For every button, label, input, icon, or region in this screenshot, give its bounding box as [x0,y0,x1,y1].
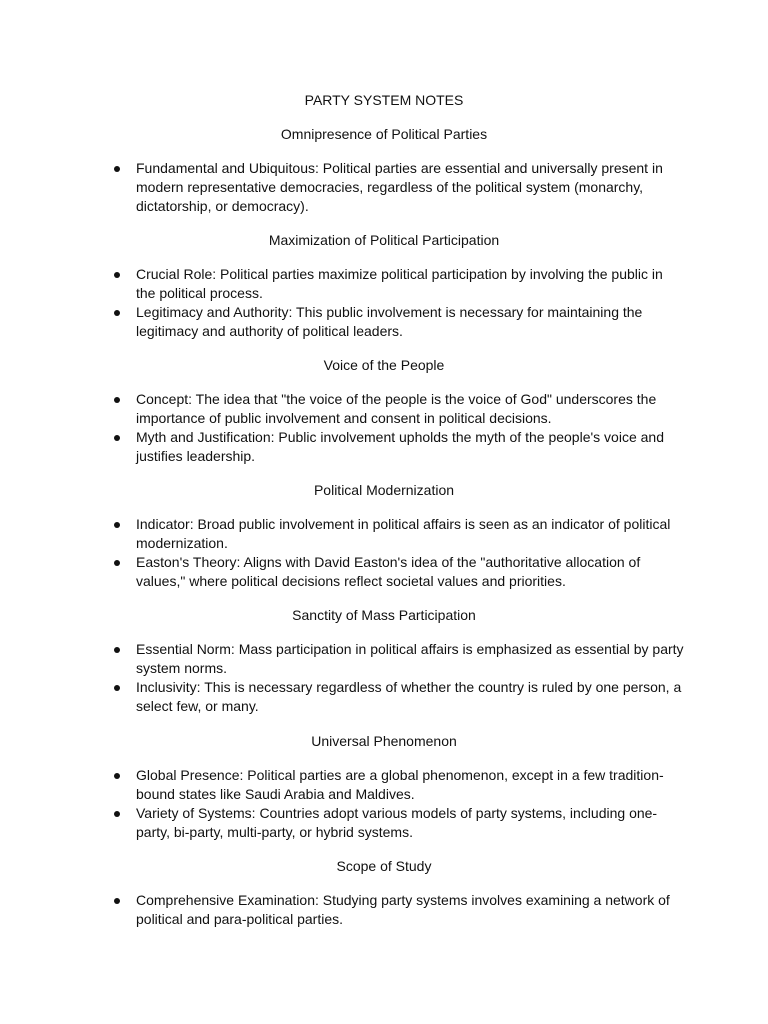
bullet-dot-icon [114,811,120,817]
section-heading: Scope of Study [336,858,432,874]
bullet-item [0,678,768,716]
section-heading: Omnipresence of Political Parties [280,126,488,142]
bullet-dot-icon [114,647,120,653]
section-heading: Sanctity of Mass Participation [292,607,476,623]
bullet-item [0,303,768,341]
bullet-text: Legitimacy and Authority: This public involvement is necessary for maintaining the legitimacy and authority of political leaders. [136,304,643,339]
section-universal [0,732,768,842]
section-omnipresence [0,125,768,216]
bullet-dot-icon [114,435,120,441]
bullet-list [0,766,768,842]
bullet-item [0,766,768,804]
bullet-item [0,553,768,591]
bullet-item [0,515,768,553]
bullet-text: Essential Norm: Mass participation in political affairs is emphasized as essential by party system norms. [136,641,684,676]
bullet-item [0,804,768,842]
bullet-list [0,515,768,591]
section-maximization [0,231,768,341]
bullet-text: Myth and Justification: Public involvement upholds the myth of the people's voice and justifies leadership. [136,429,664,464]
bullet-dot-icon [114,560,120,566]
bullet-text: Comprehensive Examination: Studying party systems involves examining a network of political and para-political parties. [136,892,670,927]
bullet-list [0,891,768,929]
bullet-dot-icon [114,773,120,779]
bullet-item [0,390,768,428]
section-modernization [0,481,768,591]
bullet-item [0,891,768,929]
bullet-dot-icon [114,685,120,691]
bullet-dot-icon [114,397,120,403]
bullet-list [0,640,768,716]
bullet-text: Concept: The idea that "the voice of the people is the voice of God" underscores the importance of public involvement and consent in political decisions. [136,391,657,426]
bullet-text: Inclusivity: This is necessary regardless of whether the country is ruled by one person, a select few, or many. [136,679,682,714]
bullet-dot-icon [114,522,120,528]
document-title: PARTY SYSTEM NOTES [304,92,464,108]
section-heading: Maximization of Political Participation [268,232,500,248]
bullet-dot-icon [114,898,120,904]
section-heading: Political Modernization [313,482,455,498]
bullet-text: Variety of Systems: Countries adopt various models of party systems, including one-party, bi-party, multi-party, or hybrid systems. [136,805,658,840]
bullet-text: Fundamental and Ubiquitous: Political parties are essential and universally present in modern representative democracies, regardless of the political system (monarchy, dictatorship, or democracy). [136,160,663,214]
bullet-dot-icon [114,272,120,278]
bullet-dot-icon [114,310,120,316]
bullet-item [0,640,768,678]
bullet-item [0,159,768,216]
bullet-text: Crucial Role: Political parties maximize political participation by involving the public in the political process. [136,266,663,301]
section-sanctity [0,606,768,716]
section-scope [0,857,768,929]
bullet-item [0,265,768,303]
bullet-dot-icon [114,166,120,172]
bullet-list [0,159,768,216]
bullet-text: Indicator: Broad public involvement in political affairs is seen as an indicator of political modernization. [136,516,671,551]
section-voice [0,356,768,466]
bullet-list [0,390,768,466]
section-heading: Universal Phenomenon [311,733,457,749]
bullet-list [0,265,768,341]
bullet-text: Easton's Theory: Aligns with David Easton's idea of the "authoritative allocation of values," where political decisions reflect societal values and priorities. [136,554,641,589]
bullet-text: Global Presence: Political parties are a global phenomenon, except in a few tradition-bound states like Saudi Arabia and Maldives. [136,767,664,802]
section-heading: Voice of the People [323,357,445,373]
bullet-item [0,428,768,466]
